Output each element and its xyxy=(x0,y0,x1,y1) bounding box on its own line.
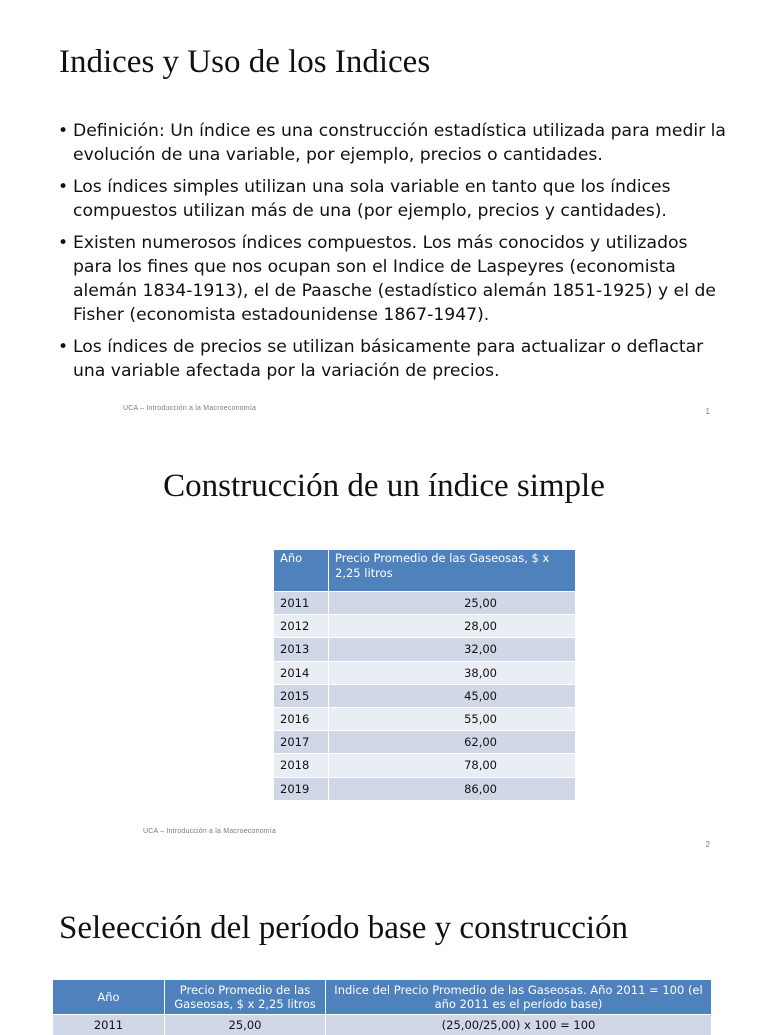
price-cell: 86,00 xyxy=(329,777,576,800)
index-cell: (25,00/25,00) x 100 = 100 xyxy=(326,1015,712,1035)
table-row xyxy=(274,684,576,707)
bullet-item: • Existen numerosos índices compuestos. Los más conocidos y utilizados para los fines que nos ocupan son el Indice de Laspeyres (economista alemán 1834-1913), el de Paasche (estadístico alemán 1851-1925) y el de Fisher (economista estadounidense 1867-1947). xyxy=(58,231,728,327)
price-cell: 55,00 xyxy=(329,707,576,730)
price-cell: 78,00 xyxy=(329,754,576,777)
table-header-row xyxy=(274,550,576,592)
table-row xyxy=(274,707,576,730)
year-cell: 2018 xyxy=(274,754,329,777)
price-cell: 25,00 xyxy=(165,1015,326,1035)
year-cell: 2011 xyxy=(274,592,329,615)
slide-title: Seleección del período base y construcción xyxy=(59,910,628,947)
slide-3 xyxy=(0,864,768,1024)
base-period-table xyxy=(53,980,712,1035)
slide-title: Indices y Uso de los Indices xyxy=(59,44,430,81)
table-row xyxy=(274,731,576,754)
table-header-row xyxy=(53,980,712,1015)
year-cell: 2017 xyxy=(274,731,329,754)
column-header-price: Precio Promedio de las Gaseosas, $ x 2,25 litros xyxy=(329,550,576,592)
column-header-price: Precio Promedio de las Gaseosas, $ x 2,25 litros xyxy=(165,980,326,1015)
slide-footer: UCA – Introducción a la Macroeconomía xyxy=(123,405,256,412)
year-cell: 2012 xyxy=(274,615,329,638)
year-cell: 2013 xyxy=(274,638,329,661)
slide-title: Construcción de un índice simple xyxy=(0,468,768,505)
price-cell: 62,00 xyxy=(329,731,576,754)
bullet-list xyxy=(58,119,728,391)
year-cell: 2014 xyxy=(274,661,329,684)
slide-1 xyxy=(0,0,768,432)
table-row xyxy=(274,638,576,661)
bullet-item: • Los índices de precios se utilizan básicamente para actualizar o deflactar una variable afectada por la variación de precios. xyxy=(58,335,728,383)
slide-2 xyxy=(0,432,768,864)
price-cell: 38,00 xyxy=(329,661,576,684)
price-cell: 32,00 xyxy=(329,638,576,661)
bullet-item: • Definición: Un índice es una construcción estadística utilizada para medir la evolución de una variable, por ejemplo, precios o cantidades. xyxy=(58,119,728,167)
slide-footer: UCA – Introducción a la Macroeconomía xyxy=(143,828,276,835)
price-cell: 45,00 xyxy=(329,684,576,707)
page-number: 1 xyxy=(706,407,710,416)
column-header-index: Indice del Precio Promedio de las Gaseosas. Año 2011 = 100 (el año 2011 es el período base) xyxy=(326,980,712,1015)
price-cell: 28,00 xyxy=(329,615,576,638)
column-header-year: Año xyxy=(53,980,165,1015)
table-row xyxy=(274,754,576,777)
table-row xyxy=(274,615,576,638)
table-row xyxy=(274,592,576,615)
year-cell: 2016 xyxy=(274,707,329,730)
bullet-item: • Los índices simples utilizan una sola variable en tanto que los índices compuestos utilizan más de una (por ejemplo, precios y cantidades). xyxy=(58,175,728,223)
year-cell: 2019 xyxy=(274,777,329,800)
column-header-year: Año xyxy=(274,550,329,592)
page-number: 2 xyxy=(706,840,710,849)
price-table xyxy=(274,550,576,800)
price-cell: 25,00 xyxy=(329,592,576,615)
year-cell: 2015 xyxy=(274,684,329,707)
table-row xyxy=(274,661,576,684)
table-row xyxy=(53,1015,712,1035)
table-row xyxy=(274,777,576,800)
year-cell: 2011 xyxy=(53,1015,165,1035)
